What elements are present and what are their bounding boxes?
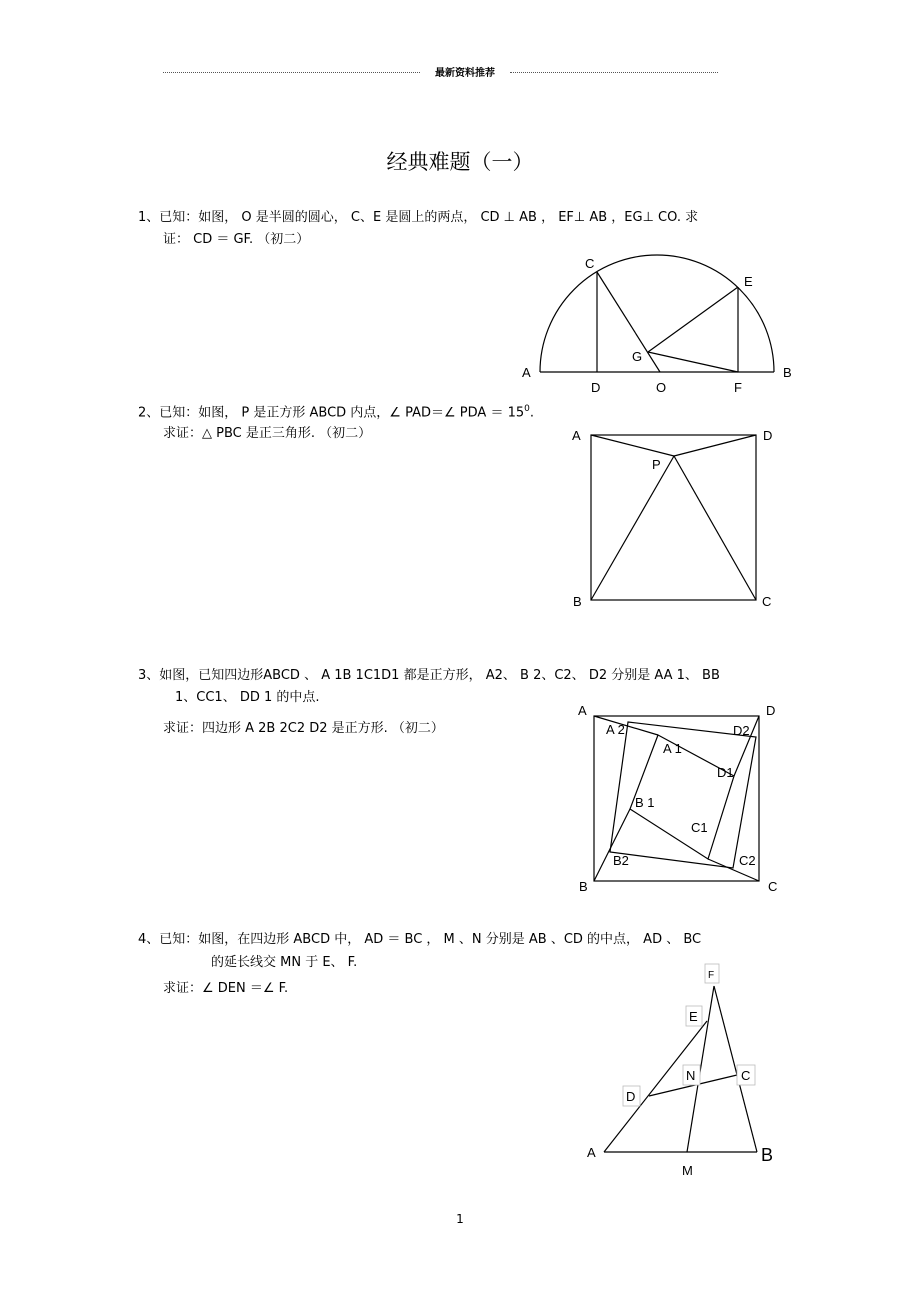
header-text: 最新资料推荐 bbox=[420, 64, 510, 79]
fig2-label-B: B bbox=[573, 594, 582, 609]
fig4-label-B: B bbox=[761, 1145, 774, 1165]
fig2-label-A: A bbox=[572, 428, 581, 443]
fig4-label-F: F bbox=[708, 970, 715, 981]
fig2-segment-CP bbox=[674, 456, 756, 600]
problem-2-line-2: 求证：△ PBC 是正三角形. （初二） bbox=[163, 426, 372, 441]
fig3-label-B1: B 1 bbox=[635, 795, 655, 810]
fig4-label-D: D bbox=[626, 1089, 636, 1104]
fig1-label-C: C bbox=[585, 256, 595, 271]
figure-1 bbox=[540, 255, 774, 372]
fig3-label-B2: B2 bbox=[613, 853, 629, 868]
fig2-segment-DP bbox=[674, 435, 756, 456]
fig3-label-C1: C1 bbox=[691, 820, 708, 835]
fig3-label-B: B bbox=[579, 879, 588, 894]
figure-1-labels bbox=[522, 256, 792, 395]
fig3-label-D2: D2 bbox=[733, 723, 750, 738]
problem-1-line-2: 证： CD ＝ GF. （初二） bbox=[163, 232, 310, 247]
fig3-segment-BB1 bbox=[594, 809, 630, 881]
problem-4-line-1: 4、已知：如图，在四边形 ABCD 中， AD ＝ BC ， M 、N 分别是 AB 、CD 的中点， AD 、 BC bbox=[138, 932, 702, 947]
fig3-label-C2: C2 bbox=[739, 853, 756, 868]
fig3-label-D1: D1 bbox=[717, 765, 734, 780]
problem-2-superscript: 0 bbox=[524, 404, 530, 414]
figure-3-labels bbox=[578, 703, 777, 894]
fig3-square-A2B2C2D2 bbox=[610, 722, 756, 868]
fig2-square-ABCD bbox=[591, 435, 756, 600]
fig2-segment-AP bbox=[591, 435, 674, 456]
figure-4 bbox=[604, 986, 757, 1152]
fig1-label-E: E bbox=[744, 274, 753, 289]
fig1-label-A: A bbox=[522, 365, 531, 380]
fig2-label-P: P bbox=[652, 457, 661, 472]
fig1-segment-GF bbox=[648, 352, 738, 372]
page-title: 经典难题（一） bbox=[386, 150, 534, 174]
fig1-label-O: O bbox=[656, 380, 667, 395]
fig1-segment-CO bbox=[597, 272, 660, 372]
fig3-label-A2: A 2 bbox=[606, 722, 625, 737]
problem-1-line-1: 1、已知：如图， O 是半圆的圆心， C、E 是圆上的两点， CD ⊥ AB ， EF⊥ AB ，EG⊥ CO. 求 bbox=[138, 210, 699, 225]
fig1-label-D: D bbox=[591, 380, 601, 395]
fig2-segment-BP bbox=[591, 456, 674, 600]
problem-3-line-2: 1、CC1、 DD 1 的中点. bbox=[175, 690, 320, 705]
fig3-label-C: C bbox=[768, 879, 778, 894]
problem-4-line-3: 求证：∠ DEN ＝∠ F. bbox=[163, 981, 289, 996]
fig2-label-D: D bbox=[763, 428, 773, 443]
fig1-label-F: F bbox=[734, 380, 742, 395]
problem-2-line-1-text: 2、已知：如图， P 是正方形 ABCD 内点，∠ PAD＝∠ PDA ＝ 15 bbox=[138, 405, 525, 421]
figure-2 bbox=[591, 435, 756, 600]
fig3-label-D: D bbox=[766, 703, 776, 718]
fig4-label-A: A bbox=[587, 1145, 596, 1160]
fig4-label-C: C bbox=[741, 1068, 751, 1083]
fig1-segment-EG bbox=[648, 287, 738, 352]
fig3-label-A: A bbox=[578, 703, 587, 718]
figure-4-labels bbox=[587, 964, 773, 1178]
fig1-label-B: B bbox=[783, 365, 792, 380]
problem-3-line-1: 3、如图，已知四边形ABCD 、 A 1B 1C1D1 都是正方形， A2、 B 2、C2、 D2 分别是 AA 1、 BB bbox=[138, 668, 720, 683]
fig4-label-N: N bbox=[686, 1068, 696, 1083]
problem-4-line-2: 的延长线交 MN 于 E、 F. bbox=[211, 955, 358, 970]
fig4-line-AE bbox=[604, 1021, 707, 1152]
page-number: 1 bbox=[456, 1212, 464, 1226]
fig4-label-E: E bbox=[689, 1009, 698, 1024]
fig1-label-G: G bbox=[632, 349, 643, 364]
problem-2-line-1-end: . bbox=[529, 405, 534, 421]
fig4-label-M: M bbox=[682, 1163, 693, 1178]
problem-3-line-3: 求证：四边形 A 2B 2C2 D2 是正方形. （初二） bbox=[163, 721, 444, 736]
fig3-label-A1: A 1 bbox=[663, 741, 682, 756]
fig2-label-C: C bbox=[762, 594, 772, 609]
